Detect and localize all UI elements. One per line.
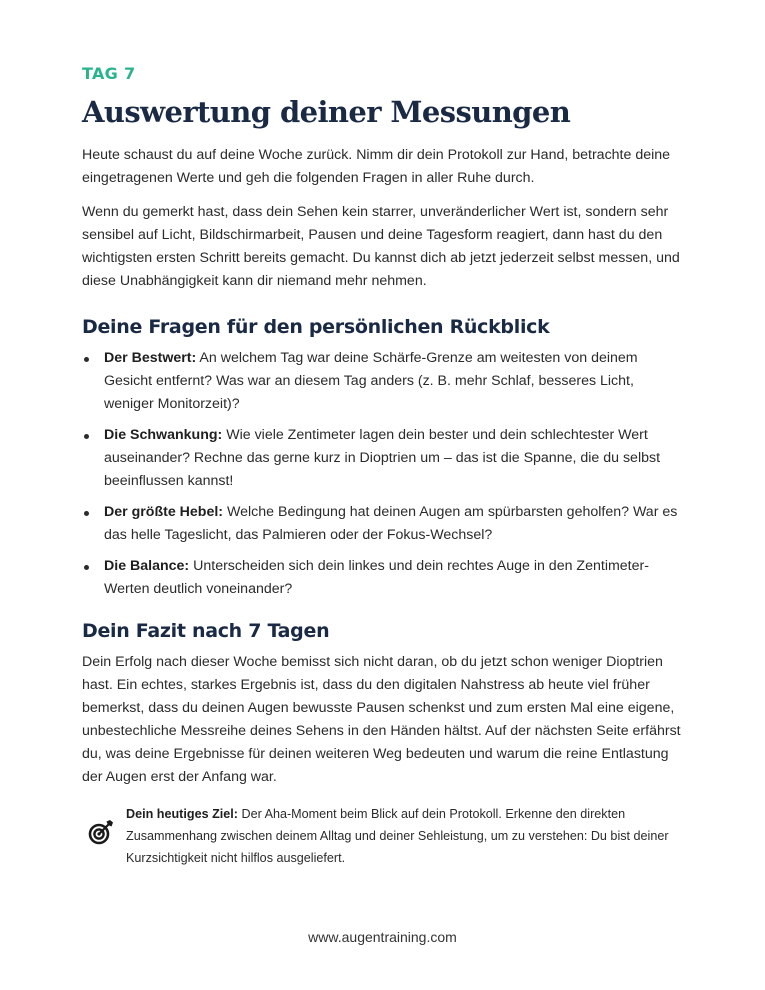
list-item [82,347,684,416]
goal-term: Dein heutiges Ziel: [126,807,238,821]
day-label: TAG 7 [82,64,136,83]
question-term: Der größte Hebel: [104,504,224,520]
question-term: Der Bestwert: [104,350,197,366]
list-item [82,555,684,601]
list-item [82,424,684,493]
bullet-icon [84,357,89,362]
question-term: Die Balance: [104,558,190,574]
page-content [82,62,684,869]
goal-description: Der Aha-Moment beim Blick auf dein Protokoll. Erkenne den direkten Zusammenhang zwischen deinem Alltag und deiner Sehleistung, um zu verstehen: Du bist deiner Kurzsichtigkeit nicht hilflos ausgeliefert. [126,807,669,865]
page-title: Auswertung deiner Messungen [82,95,571,129]
intro-paragraph-2: Wenn du gemerkt hast, dass dein Sehen kein starrer, unveränderlicher Wert ist, sondern sehr sensibel auf Licht, Bildschirmarbeit, Pausen und deine Tagesform reagiert, dann hast du den wichtigsten ersten Schritt bereits gemacht. Du kannst dich ab jetzt jederzeit selbst messen, und diese Unabhängigkeit kann dir niemand mehr nehmen. [82,204,680,289]
target-arrow-icon [88,819,114,845]
conclusion-paragraph: Dein Erfolg nach dieser Woche bemisst sich nicht daran, ob du jetzt schon weniger Dioptrien hast. Ein echtes, starkes Ergebnis ist, dass du den digitalen Nahstress ab heute viel früher bemerkst, dass du deinen Augen bewusste Pausen schenkst und zum ersten Mal eine eigene, unbestechliche Messreihe deines Sehens in den Händen hältst. Auf der nächsten Seite erfährst du, was deine Ergebnisse für deinen weiteren Weg bedeuten und warum die reine Entlastung der Augen erst der Anfang war. [82,654,681,785]
bullet-icon [84,434,89,439]
list-item [82,501,684,547]
question-text: Unterscheiden sich dein linkes und dein rechtes Auge in den Zentimeter-Werten deutlich voneinander? [104,558,649,597]
question-text: Wie viele Zentimeter lagen dein bester und dein schlechtester Wert auseinander? Rechne das gerne kurz in Dioptrien um – das ist die Spanne, die du selbst beeinflussen kannst! [104,427,661,489]
bullet-icon [84,511,89,516]
goal-text [126,803,684,869]
question-text: An welchem Tag war deine Schärfe-Grenze am weitesten von deinem Gesicht entfernt? Was war an diesem Tag anders (z. B. mehr Schlaf, besseres Licht, weniger Monitorzeit)? [104,350,638,412]
goal-box [82,803,684,869]
question-text: Welche Bedingung hat deinen Augen am spürbarsten geholfen? War es das helle Tageslicht, das Palmieren oder der Fokus-Wechsel? [104,504,678,543]
footer-url: www.augentraining.com [308,929,457,945]
questions-heading: Deine Fragen für den persönlichen Rückblick [82,316,550,338]
question-term: Die Schwankung: [104,427,223,443]
bullet-icon [84,565,89,570]
conclusion-heading: Dein Fazit nach 7 Tagen [82,620,330,642]
intro-paragraph-1: Heute schaust du auf deine Woche zurück. Nimm dir dein Protokoll zur Hand, betrachte deine eingetragenen Werte und geh die folgenden Fragen in aller Ruhe durch. [82,147,671,186]
questions-list [82,347,684,601]
